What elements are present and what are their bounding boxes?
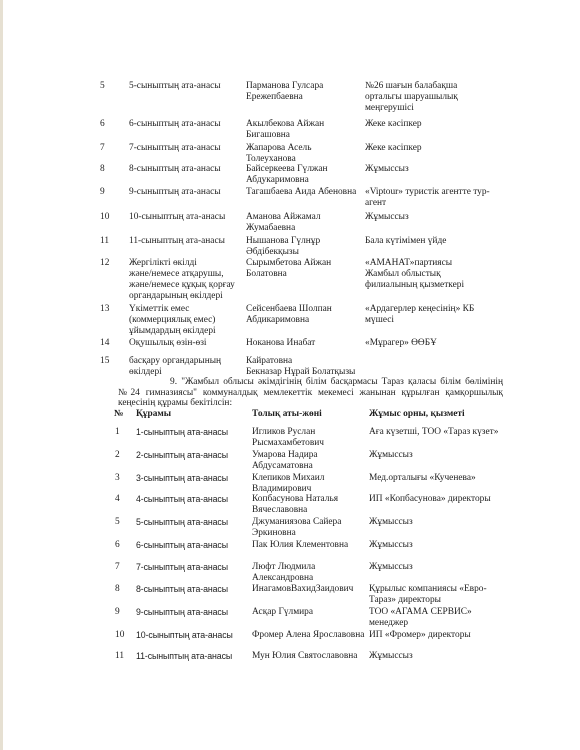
row-number: 11	[115, 651, 125, 661]
cell-role-line: 7-сыныптың ата-анасы	[136, 562, 228, 572]
cell-job-line: ИП «Фромер» директоры	[369, 630, 471, 640]
row-number: 12	[100, 258, 110, 268]
header-role: Құрамы	[136, 409, 172, 419]
cell-role-line: өкілдері	[129, 367, 162, 377]
cell-role-line: 3-сыныптың ата-анасы	[136, 473, 228, 483]
cell-name-line: Мун Юлия Святославовна	[252, 651, 358, 661]
cell-role-line: 5-сыныптың ата-анасы	[129, 81, 221, 91]
row-number: 7	[100, 143, 105, 153]
cell-name-line: ИнагамовВахидЗаидович	[252, 584, 354, 594]
cell-name-line: Парманова Гулсара	[246, 81, 324, 91]
row-number: 11	[100, 236, 110, 246]
table-row	[0, 427, 580, 448]
cell-name-line: Тагашбаева Аида Абеновна	[246, 187, 357, 197]
table-row	[0, 236, 580, 257]
row-number: 3	[115, 473, 120, 483]
cell-job-line: Жеке кәсіпкер	[365, 143, 422, 153]
cell-job-line: Жұмыссыз	[365, 212, 409, 222]
cell-name-line: Клепиков Михаил	[252, 473, 325, 483]
row-number: 8	[100, 164, 105, 174]
cell-name-line: Владимирович	[252, 484, 312, 494]
cell-name-line: Жумабаевна	[246, 223, 296, 233]
cell-name-line: Абдикаримовна	[246, 315, 310, 325]
row-number: 10	[115, 630, 125, 640]
cell-role-line: 1-сыныптың ата-анасы	[136, 427, 228, 437]
table-row	[0, 304, 580, 336]
cell-job-line: «АМАНАТ»партиясы	[365, 258, 453, 268]
cell-name-line: Ноканова Инабат	[246, 338, 316, 348]
table-row	[0, 164, 580, 185]
row-number: 5	[100, 81, 105, 91]
cell-name-line: Александровна	[252, 573, 314, 583]
cell-job-line: «Мұрагер» ӨӨБҰ	[365, 338, 437, 348]
cell-name-line: Сейсенбаева Шолпан	[246, 304, 332, 314]
cell-job-line: меңгерушісі	[365, 103, 414, 113]
header-name: Толық аты-жөні	[252, 409, 322, 419]
table-row	[0, 473, 580, 494]
cell-role-line: 8-сыныптың ата-анасы	[129, 164, 221, 174]
cell-role-line: 9-сыныптың ата-анасы	[129, 187, 221, 197]
cell-name-line: Рысмахамбетович	[252, 438, 324, 448]
cell-role-line: Жергілікті өкілді	[129, 258, 197, 268]
table-row	[0, 258, 580, 301]
cell-job-line: «Viptour» туристік агентте тур-	[365, 187, 490, 197]
table-row	[0, 630, 580, 640]
row-number: 9	[115, 607, 120, 617]
cell-job-line: Жұмыссыз	[369, 651, 413, 661]
table-row	[0, 651, 580, 661]
table-row	[0, 494, 580, 515]
cell-job-line: менеджер	[369, 618, 409, 628]
row-number: 9	[100, 187, 105, 197]
cell-job-line: ИП «Копбасунова» директоры	[369, 494, 491, 504]
cell-name-line: Бигашовна	[246, 130, 290, 140]
cell-name-line: Сырымбетова Айжан	[246, 258, 332, 268]
row-number: 13	[100, 304, 110, 314]
cell-role-line: Оқушылық өзін-өзі	[129, 338, 207, 348]
cell-name-line: Асқар Гүлмира	[252, 607, 314, 617]
row-number: 1	[115, 427, 120, 437]
cell-name-line: Абдусаматовна	[252, 461, 313, 471]
table-row	[0, 584, 580, 605]
cell-role-line: 2-сыныптың ата-анасы	[136, 450, 228, 460]
cell-job-line: ортальгы шаруашылық	[365, 92, 458, 102]
cell-role-line: 7-сыныптың ата-анасы	[129, 143, 221, 153]
cell-job-line: ТОО «АГАМА СЕРВИС»	[369, 607, 472, 617]
cell-name-line: Абдукаримовна	[246, 175, 309, 185]
cell-role-line: басқару органдарының	[129, 356, 222, 366]
cell-role-line: 6-сыныптың ата-анасы	[129, 119, 221, 129]
cell-name-line: Пак Юлия Клементовна	[252, 540, 349, 550]
cell-role-line: 5-сыныптың ата-анасы	[136, 517, 228, 527]
table-row	[0, 540, 580, 550]
cell-name-line: Байсеркеева Гүлжан	[246, 164, 328, 174]
cell-job-line: №26 шағын балабақша	[365, 81, 458, 91]
cell-role-line: және/немесе атқарушы,	[129, 269, 224, 279]
cell-job-line: Жамбыл облыстық	[365, 269, 441, 279]
row-number: 14	[100, 338, 110, 348]
cell-role-line: (коммерциялық емес)	[129, 315, 216, 325]
row-number: 6	[115, 540, 120, 550]
cell-role-line: 6-сыныптың ата-анасы	[136, 540, 228, 550]
cell-role-line: ұйымдардың өкілдері	[129, 326, 216, 336]
row-number: 4	[115, 494, 120, 504]
cell-job-line: «Ардагерлер кеңесінің» КБ	[365, 304, 475, 314]
cell-name-line: Бекназар Нұрай Болатқызы	[246, 367, 356, 377]
row-number: 8	[115, 584, 120, 594]
cell-role-line: 8-сыныптың ата-анасы	[136, 584, 228, 594]
cell-job-line: филиалының қызметкері	[365, 280, 465, 290]
table-row	[0, 119, 580, 140]
table-row	[0, 517, 580, 538]
cell-name-line: Умарова Надира	[252, 450, 318, 460]
cell-role-line: 9-сыныптың ата-анасы	[136, 607, 228, 617]
header-num: №	[114, 409, 124, 419]
cell-job-line: Жеке кәсіпкер	[365, 119, 422, 129]
cell-job-line: Тараз» директоры	[369, 595, 441, 605]
cell-name-line: Кайратовна	[246, 356, 293, 366]
cell-job-line: Құрылыс компаниясы «Евро-	[369, 584, 487, 594]
cell-role-line: 10-сыныптың ата-анасы	[129, 212, 226, 222]
table-header	[0, 409, 580, 419]
cell-job-line: Бала күтімімен үйде	[365, 236, 447, 246]
row-number: 6	[100, 119, 105, 129]
cell-name-line: Нышанова Гүлнұр	[246, 236, 321, 246]
cell-role-line: 11-сыныптың ата-анасы	[129, 236, 225, 246]
cell-name-line: Вячеславовна	[252, 505, 308, 515]
cell-job-line: агент	[365, 198, 387, 208]
cell-name-line: Джуманиязова Сайера	[252, 517, 342, 527]
cell-name-line: Аманова Айжамал	[246, 212, 321, 222]
paragraph-9: 9. "Жамбыл облысы әкімдігінің білім басқармасы Тараз қаласы білім бөлімінің №24 гимназиясы" коммуналдық мемлекеттік мекемесі жанынан құрылған қамқоршылық кеңесінің құрамы бекітілсін:	[118, 377, 503, 409]
cell-job-line: Аға күзетші, ТОО «Тараз күзет»	[369, 427, 499, 437]
cell-name-line: Люфт Людмила	[252, 562, 316, 572]
table-row	[0, 187, 580, 208]
cell-name-line: Әбдібекқызы	[246, 247, 299, 257]
table-row	[0, 81, 580, 113]
cell-role-line: және/немесе құқық қорғау	[129, 280, 235, 290]
row-number: 15	[100, 356, 110, 366]
header-job: Жұмыс орны, қызметі	[369, 409, 465, 419]
cell-job-line: Жұмыссыз	[369, 562, 413, 572]
table-row	[0, 607, 580, 628]
cell-name-line: Жапарова Асель	[246, 143, 312, 153]
cell-job-line: Жұмыссыз	[369, 540, 413, 550]
row-number: 7	[115, 562, 120, 572]
cell-name-line: Фромер Алена Ярославовна	[252, 630, 365, 640]
cell-role-line: органдарының өкілдері	[129, 291, 223, 301]
cell-name-line: Ережепбаевна	[246, 92, 303, 102]
cell-job-line: мүшесі	[365, 315, 394, 325]
cell-job-line: Жұмыссыз	[365, 164, 409, 174]
row-number: 5	[115, 517, 120, 527]
cell-name-line: Болатовна	[246, 269, 287, 279]
table-row	[0, 143, 580, 164]
cell-name-line: Эркиновна	[252, 528, 296, 538]
cell-name-line: Акылбекова Айжан	[246, 119, 325, 129]
row-number: 10	[100, 212, 110, 222]
row-number: 2	[115, 450, 120, 460]
cell-role-line: 10-сыныптың ата-анасы	[136, 630, 233, 640]
table-row	[0, 562, 580, 583]
cell-name-line: Игликов Руслан	[252, 427, 316, 437]
cell-name-line: Толеуханова	[246, 154, 296, 164]
table-row	[0, 212, 580, 233]
cell-job-line: Мед.орталығы «Кученева»	[369, 473, 476, 483]
cell-role-line: 4-сыныптың ата-анасы	[136, 494, 228, 504]
table-row	[0, 450, 580, 471]
page-edge	[0, 0, 3, 750]
cell-name-line: Копбасунова Наталья	[252, 494, 339, 504]
cell-role-line: 11-сыныптың ата-анасы	[136, 651, 233, 661]
cell-job-line: Жұмыссыз	[369, 517, 413, 527]
table-row	[0, 356, 580, 377]
table-row	[0, 338, 580, 348]
cell-job-line: Жұмыссыз	[369, 450, 413, 460]
cell-role-line: Үкіметтік емес	[129, 304, 190, 314]
